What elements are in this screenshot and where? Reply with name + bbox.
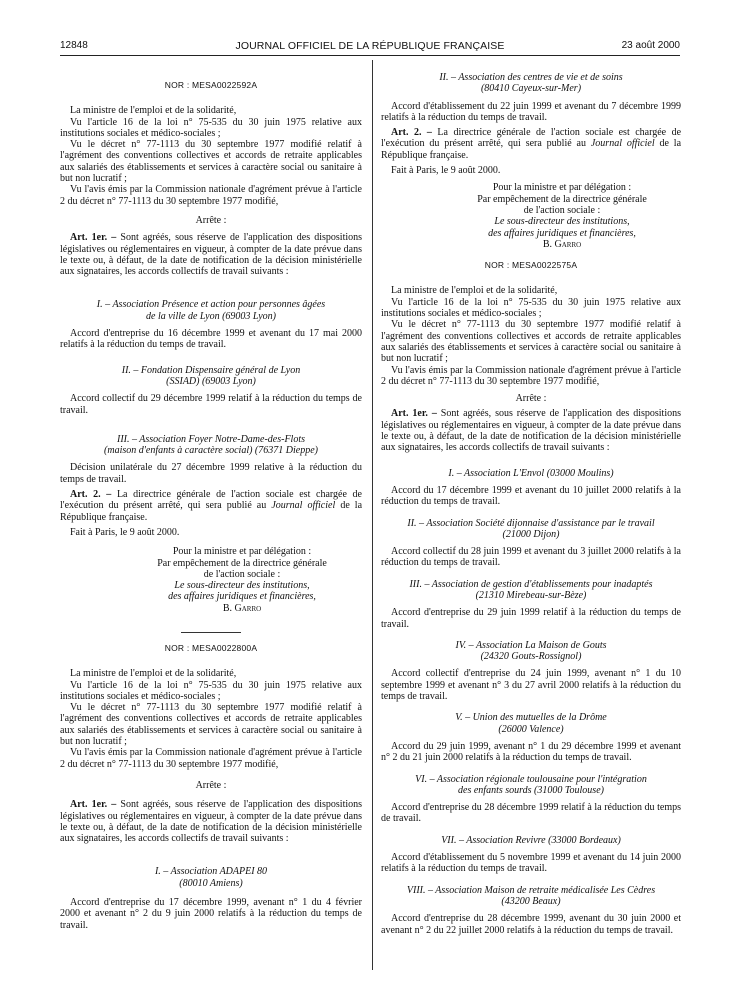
paragraph: La ministre de l'emploi et de la solidarité, <box>70 668 237 680</box>
signature-line: Par empêchement de la directrice générale <box>477 193 647 205</box>
signature-line: Le sous-directeur des institutions, <box>494 216 630 228</box>
article-label: Art. 1er. – <box>70 799 117 811</box>
nor-reference: NOR : MESA0022592A <box>164 80 258 90</box>
section-title: I. – Association ADAPEI 80 <box>154 866 268 878</box>
paragraph: Vu le décret n° 77-1113 du 30 septembre 1977 modifié relatif à l'agrément des conventions collectives et accords de retraite applicables aux salariés des établissements et services à caractère social ou sanitaire à but non lucratif ; <box>381 319 681 365</box>
article-paragraph <box>60 799 362 844</box>
article-text: de la République française. <box>381 138 682 161</box>
header-rule <box>60 55 680 56</box>
signatory-name: B. Garro <box>542 238 582 250</box>
section-title: (26000 Valence) <box>498 723 564 735</box>
signature-line: des affaires juridiques et financières, <box>488 227 636 239</box>
section-title: II. – Association Société dijonnaise d'assistance par le travail <box>407 517 655 529</box>
paragraph: Vu le décret n° 77-1113 du 30 septembre 1977 modifié relatif à l'agrément des conventions collectives et accords de retraite applicables aux salariés des établissements et services à caractère social ou sanitaire à but non lucratif ; <box>60 702 362 748</box>
signature-line: des affaires juridiques et financières, <box>168 591 316 603</box>
article-label: Art. 2. – <box>391 127 432 139</box>
journal-title: JOURNAL OFFICIEL DE LA RÉPUBLIQUE FRANÇAISE <box>235 40 505 52</box>
signatory-name: B. Garro <box>222 602 262 614</box>
arrete-heading: Arrête : <box>195 779 227 791</box>
signature-date: Fait à Paris, le 9 août 2000. <box>391 165 501 177</box>
section-title: V. – Union des mutuelles de la Drôme <box>455 712 607 724</box>
paragraph: Accord collectif du 28 juin 1999 et avenant du 3 juillet 2000 relatifs à la réduction du temps de travail. <box>381 546 681 569</box>
section-title: VIII. – Association Maison de retraite médicalisée Les Cèdres <box>406 884 656 896</box>
paragraph: Vu l'article 16 de la loi n° 75-535 du 30 juin 1975 relative aux institutions sociales et médico-sociales ; <box>60 679 362 702</box>
paragraph: Accord collectif d'entreprise du 24 juin 1999, avenant n° 1 du 10 septembre 1999 et avenant n° 3 du 27 avril 2000 relatifs à la réduction du temps de travail. <box>381 668 681 703</box>
article-paragraph <box>381 127 681 161</box>
section-title: VII. – Association Revivre (33000 Bordeaux) <box>441 834 621 846</box>
paragraph: Accord d'entreprise du 28 décembre 1999, avenant du 30 juin 2000 et avenant n° 2 du 22 juillet 2000 relatifs à la réduction du temps de travail. <box>381 913 681 936</box>
signature-line: Pour la ministre et par délégation : <box>172 546 312 558</box>
paragraph: Vu l'article 16 de la loi n° 75-535 du 30 juin 1975 relative aux institutions sociales et médico-sociales ; <box>60 116 362 139</box>
paragraph: Vu l'avis émis par la Commission nationale d'agrément prévue à l'article 2 du décret n° 77-1113 du 30 septembre 1977 modifié, <box>60 747 362 770</box>
section-title: II. – Association des centres de vie et de soins <box>439 72 623 83</box>
article-text: de la République française. <box>60 500 363 523</box>
paragraph: Décision unilatérale du 27 décembre 1999 relative à la réduction du temps de travail. <box>60 462 362 485</box>
article-label: Art. 1er. – <box>391 408 437 420</box>
paragraph: Accord d'entreprise du 16 décembre 1999 et avenant du 17 mai 2000 relatifs à la réduction du temps de travail. <box>60 328 362 351</box>
paragraph: Vu l'avis émis par la Commission nationale d'agrément prévue à l'article 2 du décret n° 77-1113 du 30 septembre 1977 modifié, <box>60 184 362 207</box>
article-text: La directrice générale de l'action sociale est chargée de l'exécution du présent arrêté, qui sera publié au <box>381 127 682 150</box>
section-title: (maison d'enfants à caractère social) (76371 Dieppe) <box>104 445 318 457</box>
section-title: (24320 Gouts-Rossignol) <box>480 651 582 663</box>
nor-reference: NOR : MESA0022800A <box>164 642 258 653</box>
section-title: II. – Fondation Dispensaire général de Lyon (SSIAD) (69003 Lyon) <box>121 364 301 387</box>
signature-line: de l'action sociale : <box>523 204 601 216</box>
paragraph: La ministre de l'emploi et de la solidarité, <box>70 105 237 117</box>
article-text: Sont agréés, sous réserve de l'application des dispositions législatives ou réglementaires en vigueur, à compter de la date prévue dans le texte ou, à défaut, de la date de notification de la décision ministérielle aux signataires, les accords collectifs de travail suivants : <box>60 232 363 278</box>
section-title: (21310 Mirebeau-sur-Bèze) <box>475 589 587 601</box>
paragraph: Accord d'entreprise du 29 juin 1999 relatif à la réduction du temps de travail. <box>381 607 681 630</box>
paragraph: Accord d'établissement du 5 novembre 1999 et avenant du 14 juin 2000 relatifs à la réduction du temps de travail. <box>381 852 681 875</box>
section-title: (80010 Amiens) <box>179 877 243 889</box>
issue-date: 23 août 2000 <box>621 40 680 51</box>
signature-block <box>443 182 681 250</box>
nor-reference: NOR : MESA0022575A <box>484 260 578 271</box>
signature-line: Pour la ministre et par délégation : <box>492 182 632 194</box>
article-label: Art. 2. – <box>70 489 112 501</box>
signature-line: Par empêchement de la directrice générale <box>157 557 327 569</box>
arrete-heading: Arrête : <box>195 214 227 226</box>
section-title: (43200 Beaux) <box>501 895 561 907</box>
signature-block <box>122 546 362 614</box>
section-title: I. – Association Présence et action pour personnes âgées de la ville de Lyon (69003 Lyon) <box>96 299 326 322</box>
section-title: I. – Association L'Envol (03000 Moulins) <box>448 467 614 479</box>
paragraph: Accord du 17 décembre 1999 et avenant du 10 juillet 2000 relatifs à la réduction du temps de travail. <box>381 484 681 508</box>
section-title: (21000 Dijon) <box>502 528 560 540</box>
section-title: (80410 Cayeux-sur-Mer) <box>480 83 582 95</box>
journal-reference: Journal officiel <box>271 500 336 512</box>
section-title: des enfants sourds (31000 Toulouse) <box>458 784 604 796</box>
paragraph: Accord collectif du 29 décembre 1999 relatif à la réduction du temps de travail. <box>60 393 362 416</box>
paragraph: Vu l'avis émis par la Commission nationale d'agrément prévue à l'article 2 du décret n° 77-1113 du 30 septembre 1977 modifié, <box>381 364 681 387</box>
paragraph: Accord d'établissement du 22 juin 1999 et avenant du 7 décembre 1999 relatifs à la réduction du temps de travail. <box>381 100 681 123</box>
section-title: III. – Association Foyer Notre-Dame-des-Flots <box>116 433 306 445</box>
paragraph: Vu l'article 16 de la loi n° 75-535 du 30 juin 1975 relative aux institutions sociales et médico-sociales ; <box>381 296 681 320</box>
section-title: VI. – Association régionale toulousaine pour l'intégration <box>415 773 647 785</box>
right-column <box>381 72 681 936</box>
article-paragraph <box>381 408 681 453</box>
arrete-heading: Arrête : <box>515 393 547 405</box>
section-title: III. – Association de gestion d'établissements pour inadaptés <box>409 578 653 590</box>
article-label: Art. 1er. – <box>70 232 117 244</box>
article-paragraph <box>60 489 362 523</box>
article-text: Sont agréés, sous réserve de l'application des dispositions législatives ou réglementaires en vigueur, à compter de la date prévue dans le texte ou, à défaut, de la date de notification de la décision ministérielle aux signataires, les accords collectifs de travail suivants : <box>381 408 682 454</box>
article-text: Sont agréés, sous réserve de l'application des dispositions législatives ou réglementaires en vigueur, à compter de la date prévue dans le texte ou, à défaut, de la date de notification de la décision ministérielle aux signataires, les accords collectifs de travail suivants : <box>60 799 363 845</box>
signature-line: de l'action sociale : <box>203 568 281 580</box>
paragraph: Accord d'entreprise du 28 décembre 1999 relatif à la réduction du temps de travail. <box>381 802 681 825</box>
article-text: La directrice générale de l'action sociale est chargée de l'exécution du présent arrêté, qui sera publié au <box>60 489 362 512</box>
section-title: IV. – Association La Maison de Gouts <box>455 639 607 651</box>
page-number: 12848 <box>60 40 88 51</box>
paragraph: Vu le décret n° 77-1113 du 30 septembre 1977 modifié relatif à l'agrément des conventions collectives et accords de retraite applicables aux salariés des établissements et services à caractère social ou sanitaire à but non lucratif ; <box>60 139 362 185</box>
column-divider <box>372 60 373 970</box>
left-column <box>60 72 362 931</box>
paragraph: Accord d'entreprise du 17 décembre 1999, avenant n° 1 du 4 février 2000 et avenant n° 2 du 9 juin 2000 relatifs à la réduction du temps de travail. <box>60 897 362 931</box>
journal-reference: Journal officiel <box>590 138 655 150</box>
paragraph: Accord du 29 juin 1999, avenant n° 1 du 29 décembre 1999 et avenant n° 2 du 21 juin 2000 relatifs à la réduction du temps de travail. <box>381 740 681 764</box>
article-paragraph <box>60 232 362 277</box>
paragraph: La ministre de l'emploi et de la solidarité, <box>391 285 558 297</box>
signature-line: Le sous-directeur des institutions, <box>174 580 310 592</box>
signature-date: Fait à Paris, le 9 août 2000. <box>70 526 180 538</box>
